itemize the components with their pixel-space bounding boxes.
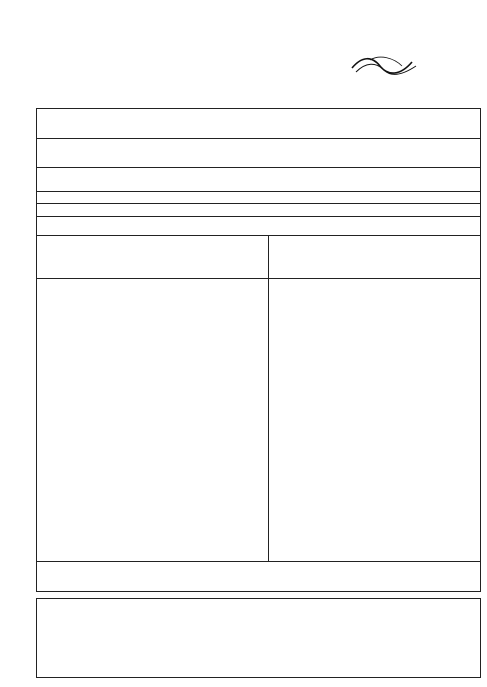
header-underline	[36, 278, 481, 279]
report-frame	[36, 108, 481, 592]
divider	[36, 561, 481, 562]
divider	[36, 235, 481, 236]
footer-frame	[36, 598, 481, 678]
divider	[36, 138, 481, 139]
dhi-logo	[300, 54, 440, 94]
vertical-divider	[268, 235, 269, 561]
divider	[36, 203, 481, 204]
logo-wave-icon	[350, 56, 420, 76]
divider	[36, 167, 481, 168]
divider	[36, 216, 481, 217]
divider	[36, 191, 481, 192]
